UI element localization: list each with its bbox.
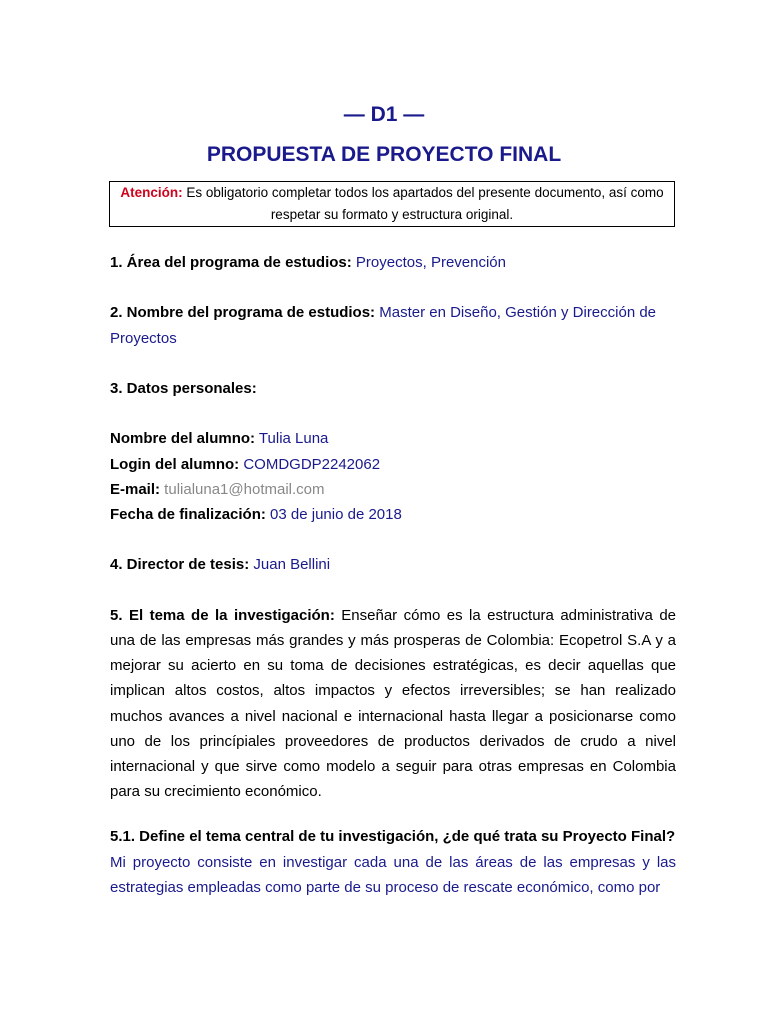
end-date-value: 03 de junio de 2018 — [265, 505, 402, 523]
section-study-area — [110, 250, 676, 275]
email-row — [110, 477, 676, 502]
research-topic-text: Enseñar cómo es la estructura administrativa de una de las empresas más grandes y más prosperas de Colombia: Ecopetrol S.A y a mejorar su acierto en su toma de decisiones estratégicas, es decir aquellas que implican altos costos, altos impactos y efectos irreversibles; se han realizado muchos avances a nivel nacional e internacional hasta llegar a posicionarse como uno de los princípiales proveedores de productos derivados de crudo a nivel internacional y que sirve como modelo a seguir para otras empresas en Colombia para su crecimiento económico. — [110, 606, 677, 801]
notice-box — [109, 181, 675, 227]
email-label: E-mail: — [110, 480, 161, 498]
personal-data-heading: 3. Datos personales: — [110, 379, 257, 397]
study-area-label: 1. Área del programa de estudios: — [110, 254, 352, 271]
student-name-value: Tulia Luna — [255, 430, 329, 448]
student-name-label: Nombre del alumno: — [110, 430, 256, 448]
login-row — [110, 452, 676, 477]
program-name-label: 2. Nombre del programa de estudios: — [110, 304, 376, 322]
document-title: PROPUESTA DE PROYECTO FINAL — [206, 143, 562, 166]
section-thesis-director — [110, 552, 676, 577]
study-area-value: Proyectos, Prevención — [351, 254, 506, 271]
central-topic-text: Mi proyecto consiste en investigar cada una de las áreas de las empresas y las estrategias empleadas como parte de su proceso de rescate económico, como por — [110, 853, 676, 896]
subsection-central-topic-heading: 5.1. Define el tema central de tu investigación, ¿de qué trata su Proyecto Final? — [110, 828, 676, 846]
end-date-row — [110, 502, 676, 527]
login-value: COMDGDP2242062 — [239, 455, 381, 473]
document-code: — D1 — — [343, 103, 425, 126]
notice-text: Es obligatorio completar todos los apartados del presente documento, así como respetar su formato y estructura original. — [182, 185, 664, 222]
research-topic-label: 5. El tema de la investigación: — [110, 606, 335, 624]
section-research-topic — [110, 603, 676, 805]
thesis-director-label: 4. Director de tesis: — [110, 556, 250, 574]
end-date-label: Fecha de finalización: — [110, 505, 266, 523]
thesis-director-value: Juan Bellini — [249, 556, 331, 574]
student-name-row — [110, 426, 676, 451]
section-program-name — [110, 300, 676, 350]
document-body — [110, 250, 676, 900]
email-value[interactable]: tulialuna1@hotmail.com — [160, 480, 325, 498]
program-name-value: Master en Diseño, Gestión y Dirección de Proyectos — [110, 304, 657, 347]
login-label: Login del alumno: — [110, 455, 240, 473]
notice-label: Atención: — [120, 185, 183, 200]
